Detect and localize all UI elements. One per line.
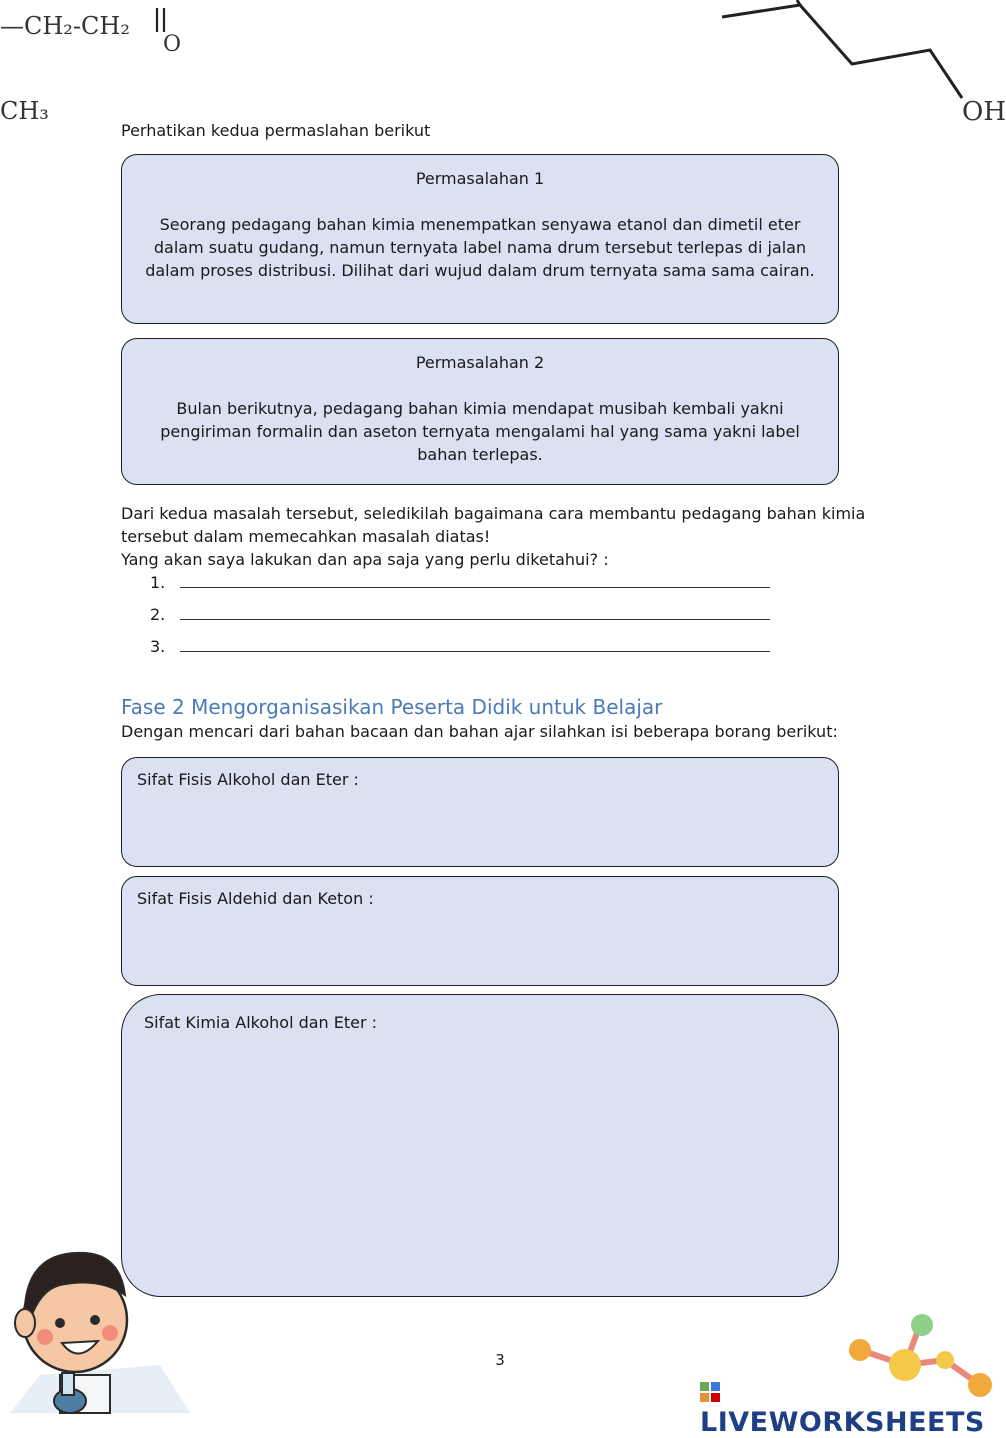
answer-number: 3. [150, 637, 166, 656]
form-label: Sifat Fisis Aldehid dan Keton : [137, 889, 374, 908]
form-label: Sifat Kimia Alkohol dan Eter : [144, 1013, 378, 1032]
form-physical-alcohol-ether[interactable] [121, 757, 839, 867]
form-chemical-alcohol-ether[interactable] [121, 994, 839, 1297]
answer-blank[interactable] [180, 637, 770, 652]
problem-title: Permasalahan 2 [415, 353, 545, 372]
oh-label: OH [962, 97, 1006, 127]
ch3-label: CH₃ [0, 97, 49, 125]
problem-title: Permasalahan 1 [415, 169, 545, 188]
molecule-decoration [0, 0, 1000, 140]
page-number: 3 [495, 1351, 505, 1369]
logo-text: LIVEWORKSHEETS [700, 1407, 985, 1438]
answer-line-3[interactable] [150, 637, 770, 656]
answer-number: 1. [150, 573, 166, 592]
phase-subtitle: Dengan mencari dari bahan bacaan dan bahan ajar silahkan isi beberapa borang berikut: [121, 722, 838, 741]
answer-blank[interactable] [180, 573, 770, 588]
answer-blank[interactable] [180, 605, 770, 620]
answer-line-2[interactable] [150, 605, 770, 624]
form-physical-aldehyde-ketone[interactable] [121, 876, 839, 986]
question-text: Yang akan saya lakukan dan apa saja yang perlu diketahui? : [121, 550, 609, 569]
problem-text: Seorang pedagang bahan kimia menempatkan senyawa etanol dan dimetil eter dalam suatu gudang, namun ternyata label nama drum tersebut terlepas di jalan dalam proses distribusi. Dilihat dari wujud dalam drum ternyata sama sama cairan. [145, 215, 815, 280]
oxygen-label: O [163, 32, 182, 57]
form-label: Sifat Fisis Alkohol dan Eter : [137, 770, 359, 789]
formula-fragment: —CH₂-CH₂ [0, 12, 130, 40]
phase-title: Fase 2 Mengorganisasikan Peserta Didik untuk Belajar [121, 695, 663, 719]
answer-line-1[interactable] [150, 573, 770, 592]
investigate-text: Dari kedua masalah tersebut, seledikilah bagaimana cara membantu pedagang bahan kimia tersebut dalam memecahkan masalah diatas! [121, 504, 866, 546]
scientist-illustration [0, 1225, 200, 1413]
problem-box-2 [121, 338, 839, 485]
liveworksheets-logo[interactable] [700, 1376, 1000, 1438]
intro-text: Perhatikan kedua permaslahan berikut [121, 121, 431, 140]
problem-box-1 [121, 154, 839, 324]
logo-icon [700, 1382, 720, 1402]
problem-text: Bulan berikutnya, pedagang bahan kimia mendapat musibah kembali yakni pengiriman formalin dan aseton ternyata mengalami hal yang sama yakni label bahan terlepas. [160, 399, 800, 464]
answer-number: 2. [150, 605, 166, 624]
